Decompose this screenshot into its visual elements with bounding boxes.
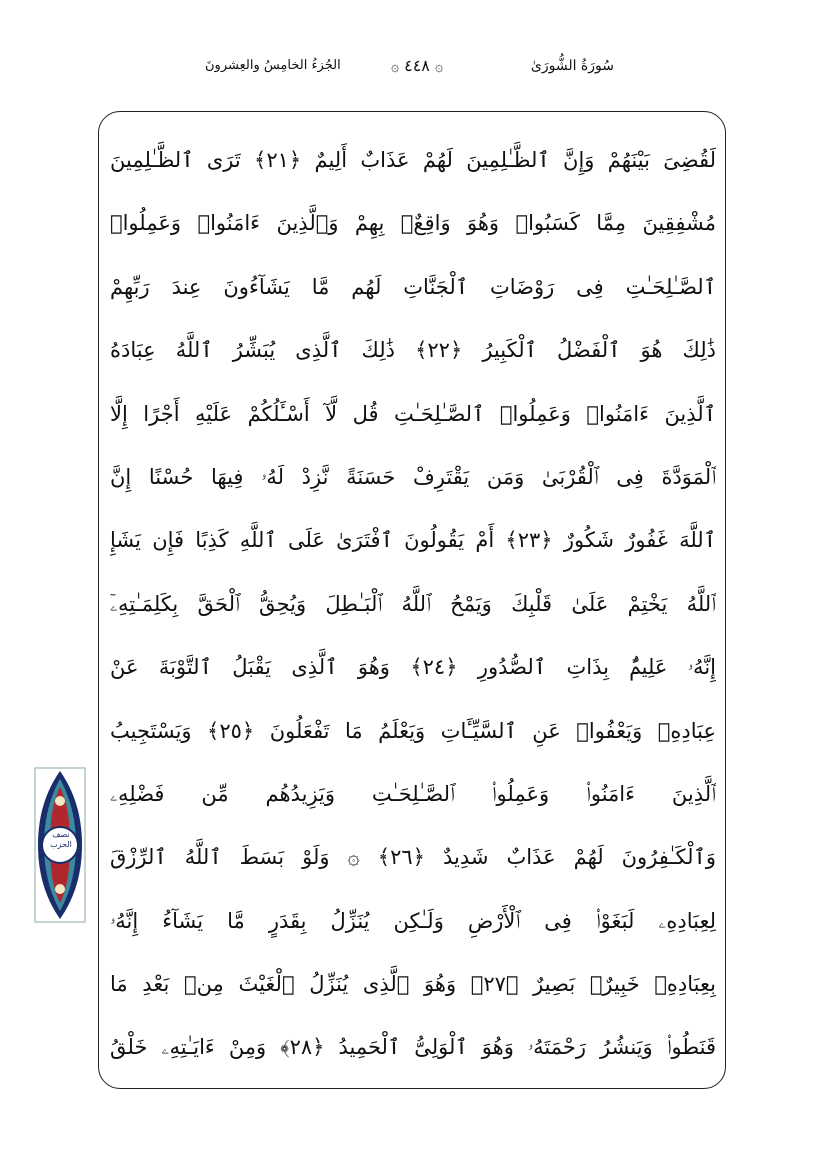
text-line-10: عِبَادِهِۦ وَيَعْفُوا۟ عَنِ ٱلسَّيِّـَٔاتِ وَيَعْلَمُ مَا تَفْعَلُونَ ﴿٢٥﴾ وَيَسْتَجِيبُ bbox=[110, 718, 716, 743]
text-line-7: ٱللَّهَ غَفُورٌ شَكُورٌ ﴿٢٣﴾ أَمْ يَقُولُونَ ٱفْتَرَىٰ عَلَى ٱللَّهِ كَذِبًا فَإِن يَشَإِ bbox=[110, 528, 716, 553]
page-header bbox=[0, 52, 826, 92]
ornament-left-icon: ۞ bbox=[390, 59, 400, 75]
text-line-14: بِعِبَادِهِۦ خَبِيرٌۢ بَصِيرٌ ﴿٢٧﴾ وَهُوَ ٱلَّذِى يُنَزِّلُ ٱلْغَيْثَ مِنۢ بَعْدِ مَا bbox=[110, 972, 716, 997]
text-line-3: ٱلصَّـٰلِحَـٰتِ فِى رَوْضَاتِ ٱلْجَنَّاتِ لَهُم مَّا يَشَآءُونَ عِندَ رَبِّهِمْ bbox=[110, 274, 716, 299]
page-number: ٤٤٨ bbox=[404, 56, 430, 75]
juz-name: الجُزءُ الخامِسُ والعِشرونَ bbox=[205, 58, 341, 73]
text-line-1: لَقُضِىَ بَيْنَهُمْ وَإِنَّ ٱلظَّـٰلِمِينَ لَهُمْ عَذَابٌ أَلِيمٌ ﴿٢١﴾ تَرَى ٱلظَّـٰلِمِينَ bbox=[110, 148, 716, 172]
surah-name: سُورَةُ الشُّورَىٰ bbox=[530, 58, 614, 74]
text-line-5: ٱلَّذِينَ ءَامَنُوا۟ وَعَمِلُوا۟ ٱلصَّـٰلِحَـٰتِ قُل لَّآ أَسْـَٔلُكُمْ عَلَيْهِ أَجْرًا إِلَّا bbox=[110, 401, 716, 426]
quran-text bbox=[110, 140, 716, 1091]
text-line-2: مُشْفِقِينَ مِمَّا كَسَبُوا۟ وَهُوَ وَاقِعٌۢ بِهِمْ وَٱلَّذِينَ ءَامَنُوا۟ وَعَمِلُوا۟ bbox=[110, 211, 716, 236]
text-line-8: ٱللَّهُ يَخْتِمْ عَلَىٰ قَلْبِكَ وَيَمْحُ ٱللَّهُ ٱلْبَـٰطِلَ وَيُحِقُّ ٱلْحَقَّ بِكَلِمَـٰتِهِۦٓ bbox=[110, 591, 716, 616]
text-line-6: ٱلْمَوَدَّةَ فِى ٱلْقُرْبَىٰ وَمَن يَقْتَرِفْ حَسَنَةً نَّزِدْ لَهُۥ فِيهَا حُسْنًا إِنَّ bbox=[110, 464, 716, 489]
hizb-label-bottom: الحزب bbox=[50, 840, 72, 849]
ornament-right-icon: ۞ bbox=[434, 59, 444, 75]
text-line-13: لِعِبَادِهِۦ لَبَغَوْا۟ فِى ٱلْأَرْضِ وَلَـٰكِن يُنَزِّلُ بِقَدَرٍ مَّا يَشَآءُ إِنَّهُۥ bbox=[110, 908, 716, 933]
text-line-12: وَٱلْكَـٰفِرُونَ لَهُمْ عَذَابٌ شَدِيدٌ ﴿٢٦﴾ ۞ وَلَوْ بَسَطَ ٱللَّهُ ٱلرِّزْقَ bbox=[110, 845, 716, 870]
text-line-15: قَنَطُوا۟ وَيَنشُرُ رَحْمَتَهُۥ وَهُوَ ٱلْوَلِىُّ ٱلْحَمِيدُ ﴿٢٨﴾ وَمِنْ ءَايَـٰتِهِۦ خَلْقُ bbox=[110, 1035, 716, 1060]
text-line-11: ٱلَّذِينَ ءَامَنُوا۟ وَعَمِلُوا۟ ٱلصَّـٰلِحَـٰتِ وَيَزِيدُهُم مِّن فَضْلِهِۦ bbox=[110, 781, 716, 806]
page-number-block bbox=[382, 56, 452, 75]
hizb-label bbox=[44, 830, 78, 850]
text-line-9: إِنَّهُۥ عَلِيمٌۢ بِذَاتِ ٱلصُّدُورِ ﴿٢٤﴾ وَهُوَ ٱلَّذِى يَقْبَلُ ٱلتَّوْبَةَ عَنْ bbox=[110, 655, 716, 680]
text-line-4: ذَٰلِكَ هُوَ ٱلْفَضْلُ ٱلْكَبِيرُ ﴿٢٢﴾ ذَٰلِكَ ٱلَّذِى يُبَشِّرُ ٱللَّهُ عِبَادَهُ bbox=[110, 338, 716, 363]
hizb-label-top: نصف bbox=[52, 830, 70, 839]
